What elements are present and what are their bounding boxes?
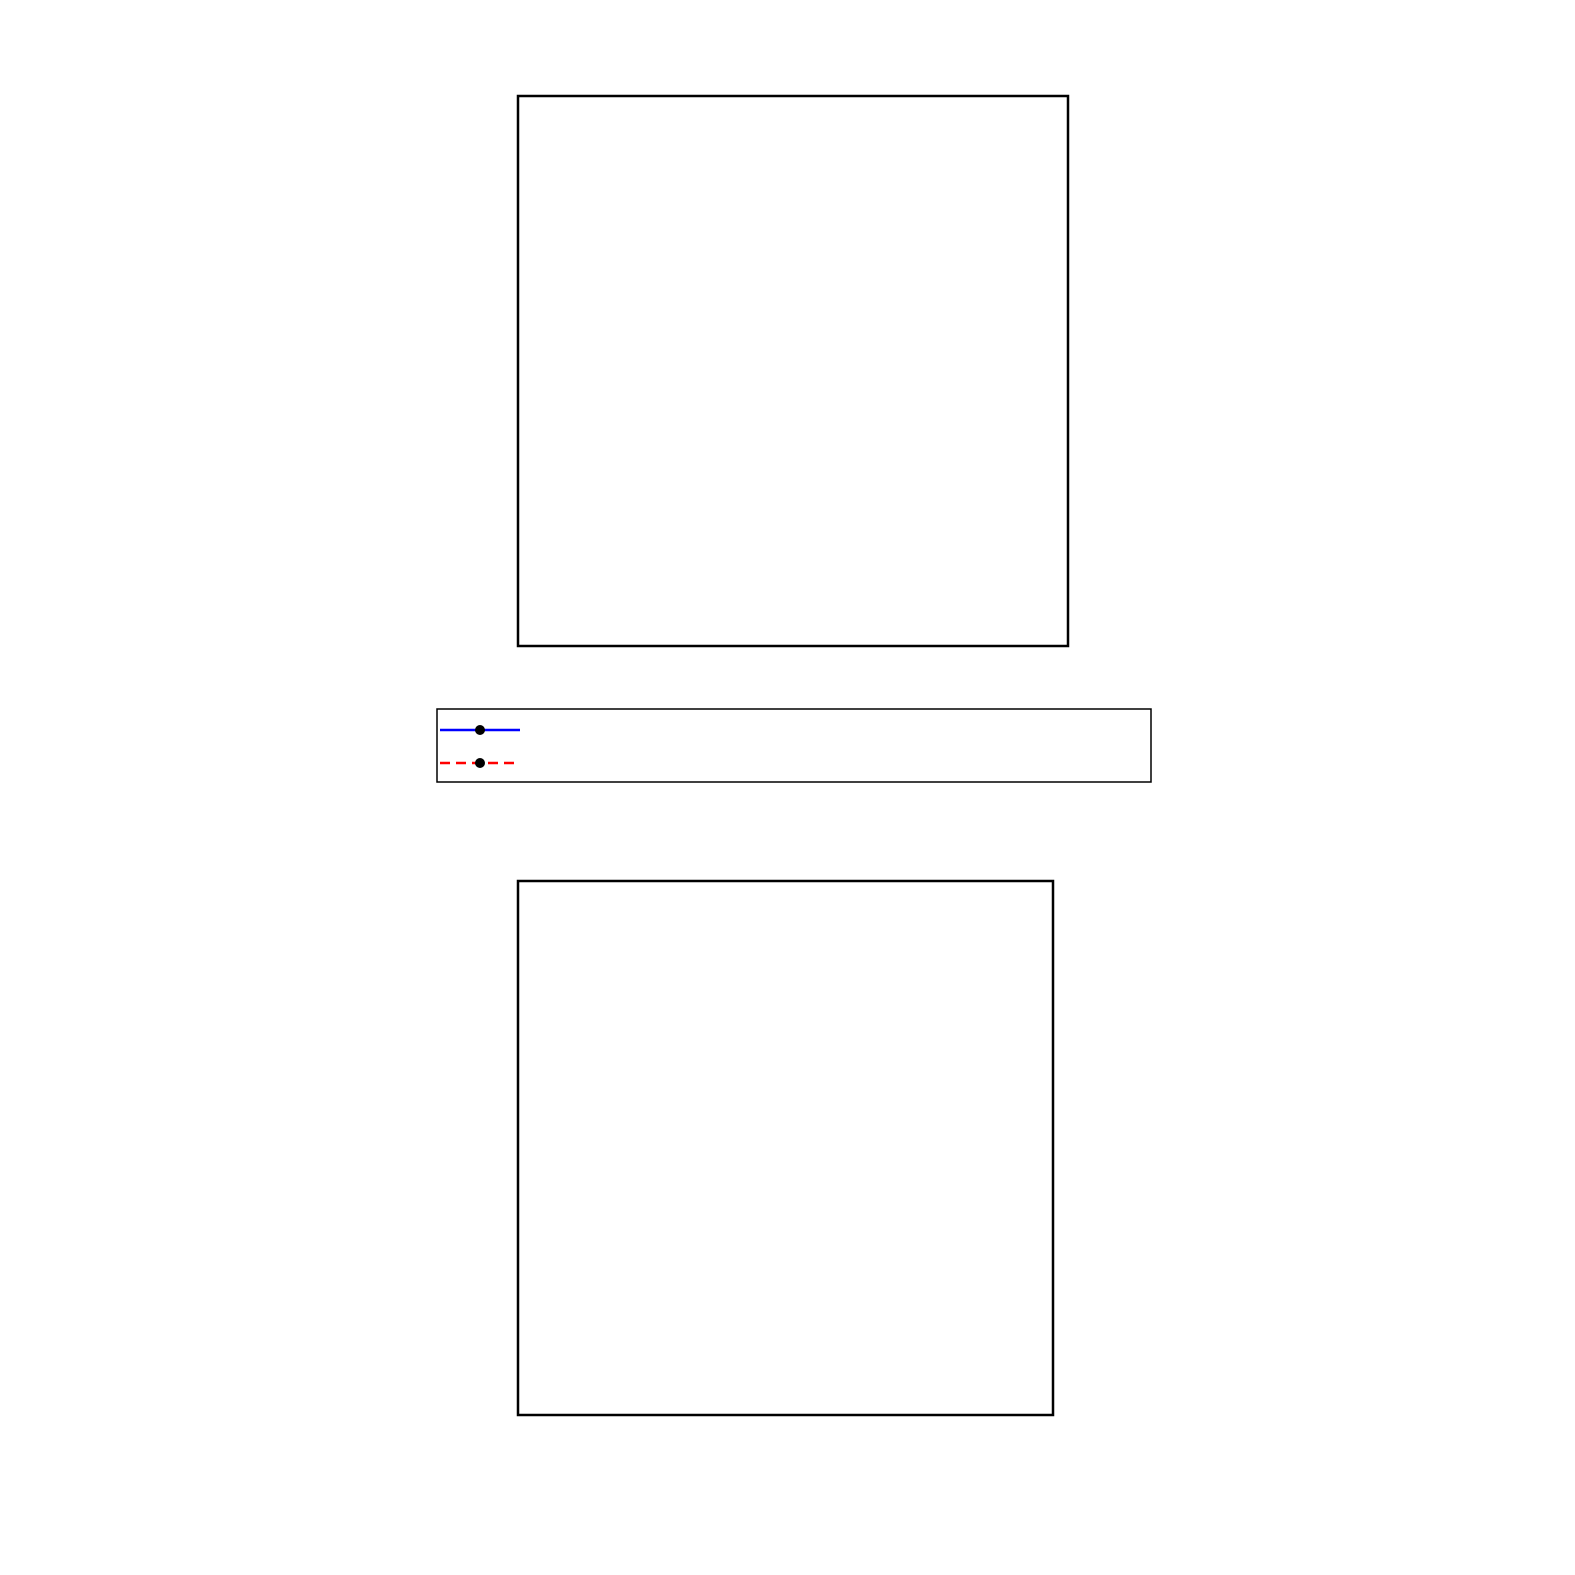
chart1-plot-frame: [518, 96, 1068, 646]
annual-cycle-chart: [437, 96, 1151, 782]
difference-chart: [518, 881, 1053, 1415]
chart1-legend: [437, 709, 1151, 782]
chart2-plot-frame: [518, 881, 1053, 1415]
legend-marker-model: [475, 758, 485, 768]
legend-box: [437, 709, 1151, 782]
legend-marker-arm-twp1: [475, 725, 485, 735]
